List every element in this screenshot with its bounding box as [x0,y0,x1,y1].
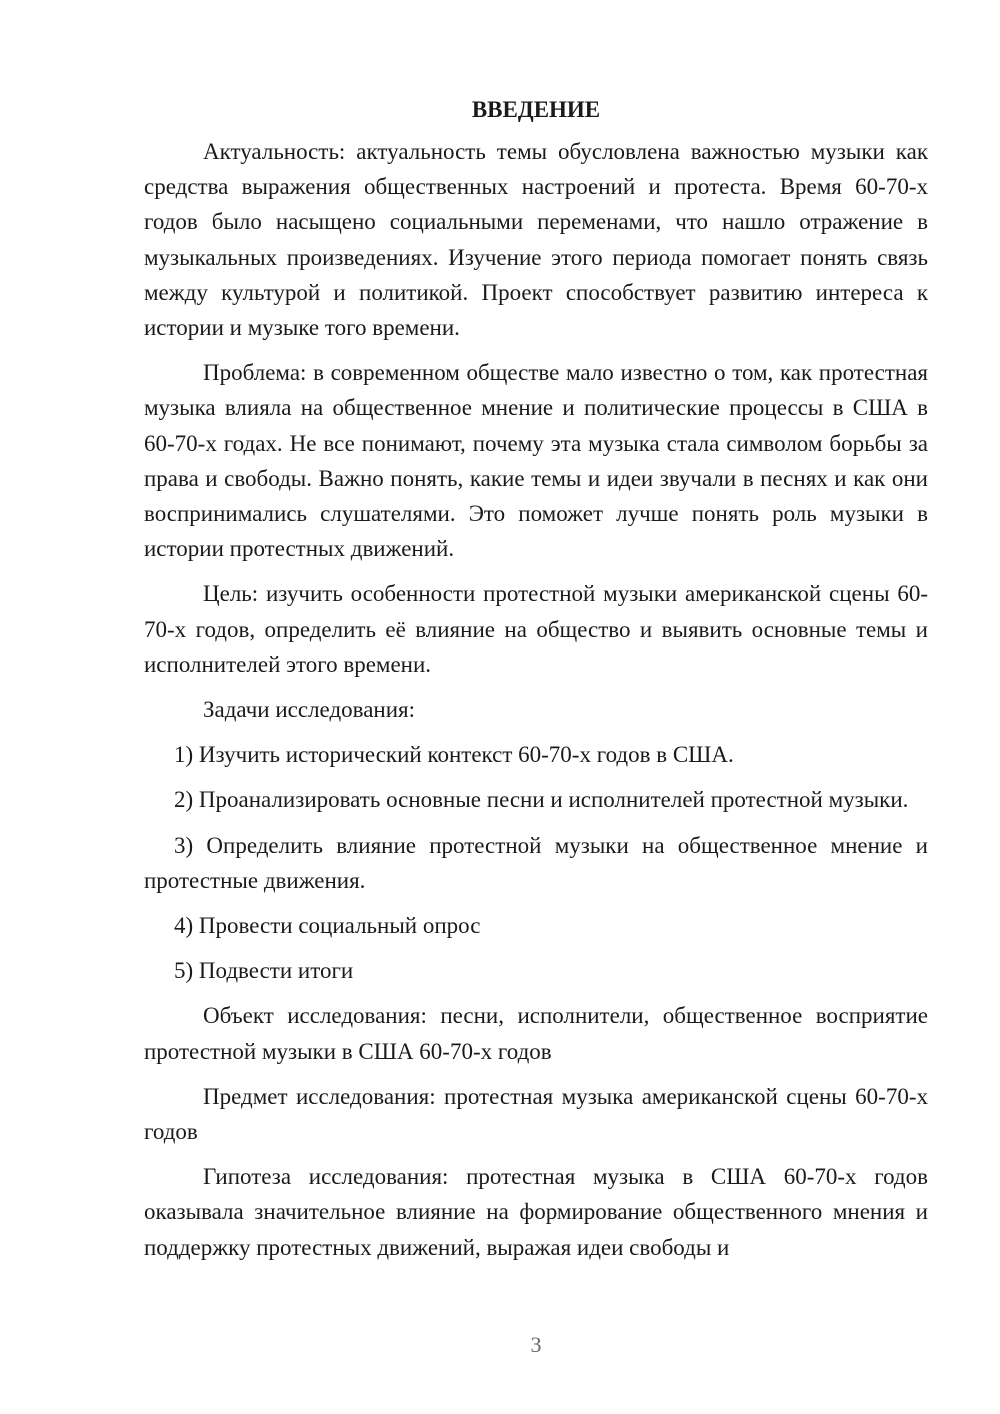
task-item-3: 3) Определить влияние протестной музыки на общественное мнение и протестные движения. [144,832,928,893]
document-page [144,92,928,1275]
task-item-1: 1) Изучить исторический контекст 60-70-х годов в США. [174,742,734,768]
paragraph-subject: Предмет исследования: протестная музыка американской сцены 60-70-х годов [144,1083,928,1145]
task-item-2: 2) Проанализировать основные песни и исполнителей протестной музыки. [174,787,909,813]
page-title: ВВЕДЕНИЕ [471,97,601,122]
paragraph-problem: Проблема: в современном обществе мало известно о том, как протестная музыка влияла на общественное мнение и политические процессы в США в 60-70-х годах. Не все понимают, почему эта музыка стала символом борьбы за права и свободы. Важно понять, какие темы и идеи звучали в песнях и как они воспринимались слушателями. Это поможет лучше понять роль музыки в истории протестных движений. [144,360,928,562]
task-item-5: 5) Подвести итоги [174,958,354,984]
paragraph-goal: Цель: изучить особенности протестной музыки американской сцены 60-70-х годов, определить её влияние на общество и выявить основные темы и исполнителей этого времени. [144,581,928,677]
page-number: 3 [530,1332,542,1357]
task-item-4: 4) Провести социальный опрос [174,913,481,939]
paragraph-object: Объект исследования: песни, исполнители, общественное восприятие протестной музыки в США 60-70-х годов [144,1003,928,1064]
paragraph-hypothesis: Гипотеза исследования: протестная музыка в США 60-70-х годов оказывала значительное влияние на формирование общественного мнения и поддержку протестных движений, выражая идеи свободы и [144,1164,928,1260]
paragraph-relevance: Актуальность: актуальность темы обусловлена важностью музыки как средства выражения общественных настроений и протеста. Время 60-70-х годов было насыщено социальными переменами, что нашло отражение в музыкальных произведениях. Изучение этого периода помогает понять связь между культурой и политикой. Проект способствует развитию интереса к истории и музыке того времени. [144,139,928,341]
paragraph-tasks-heading: Задачи исследования: [203,697,416,723]
